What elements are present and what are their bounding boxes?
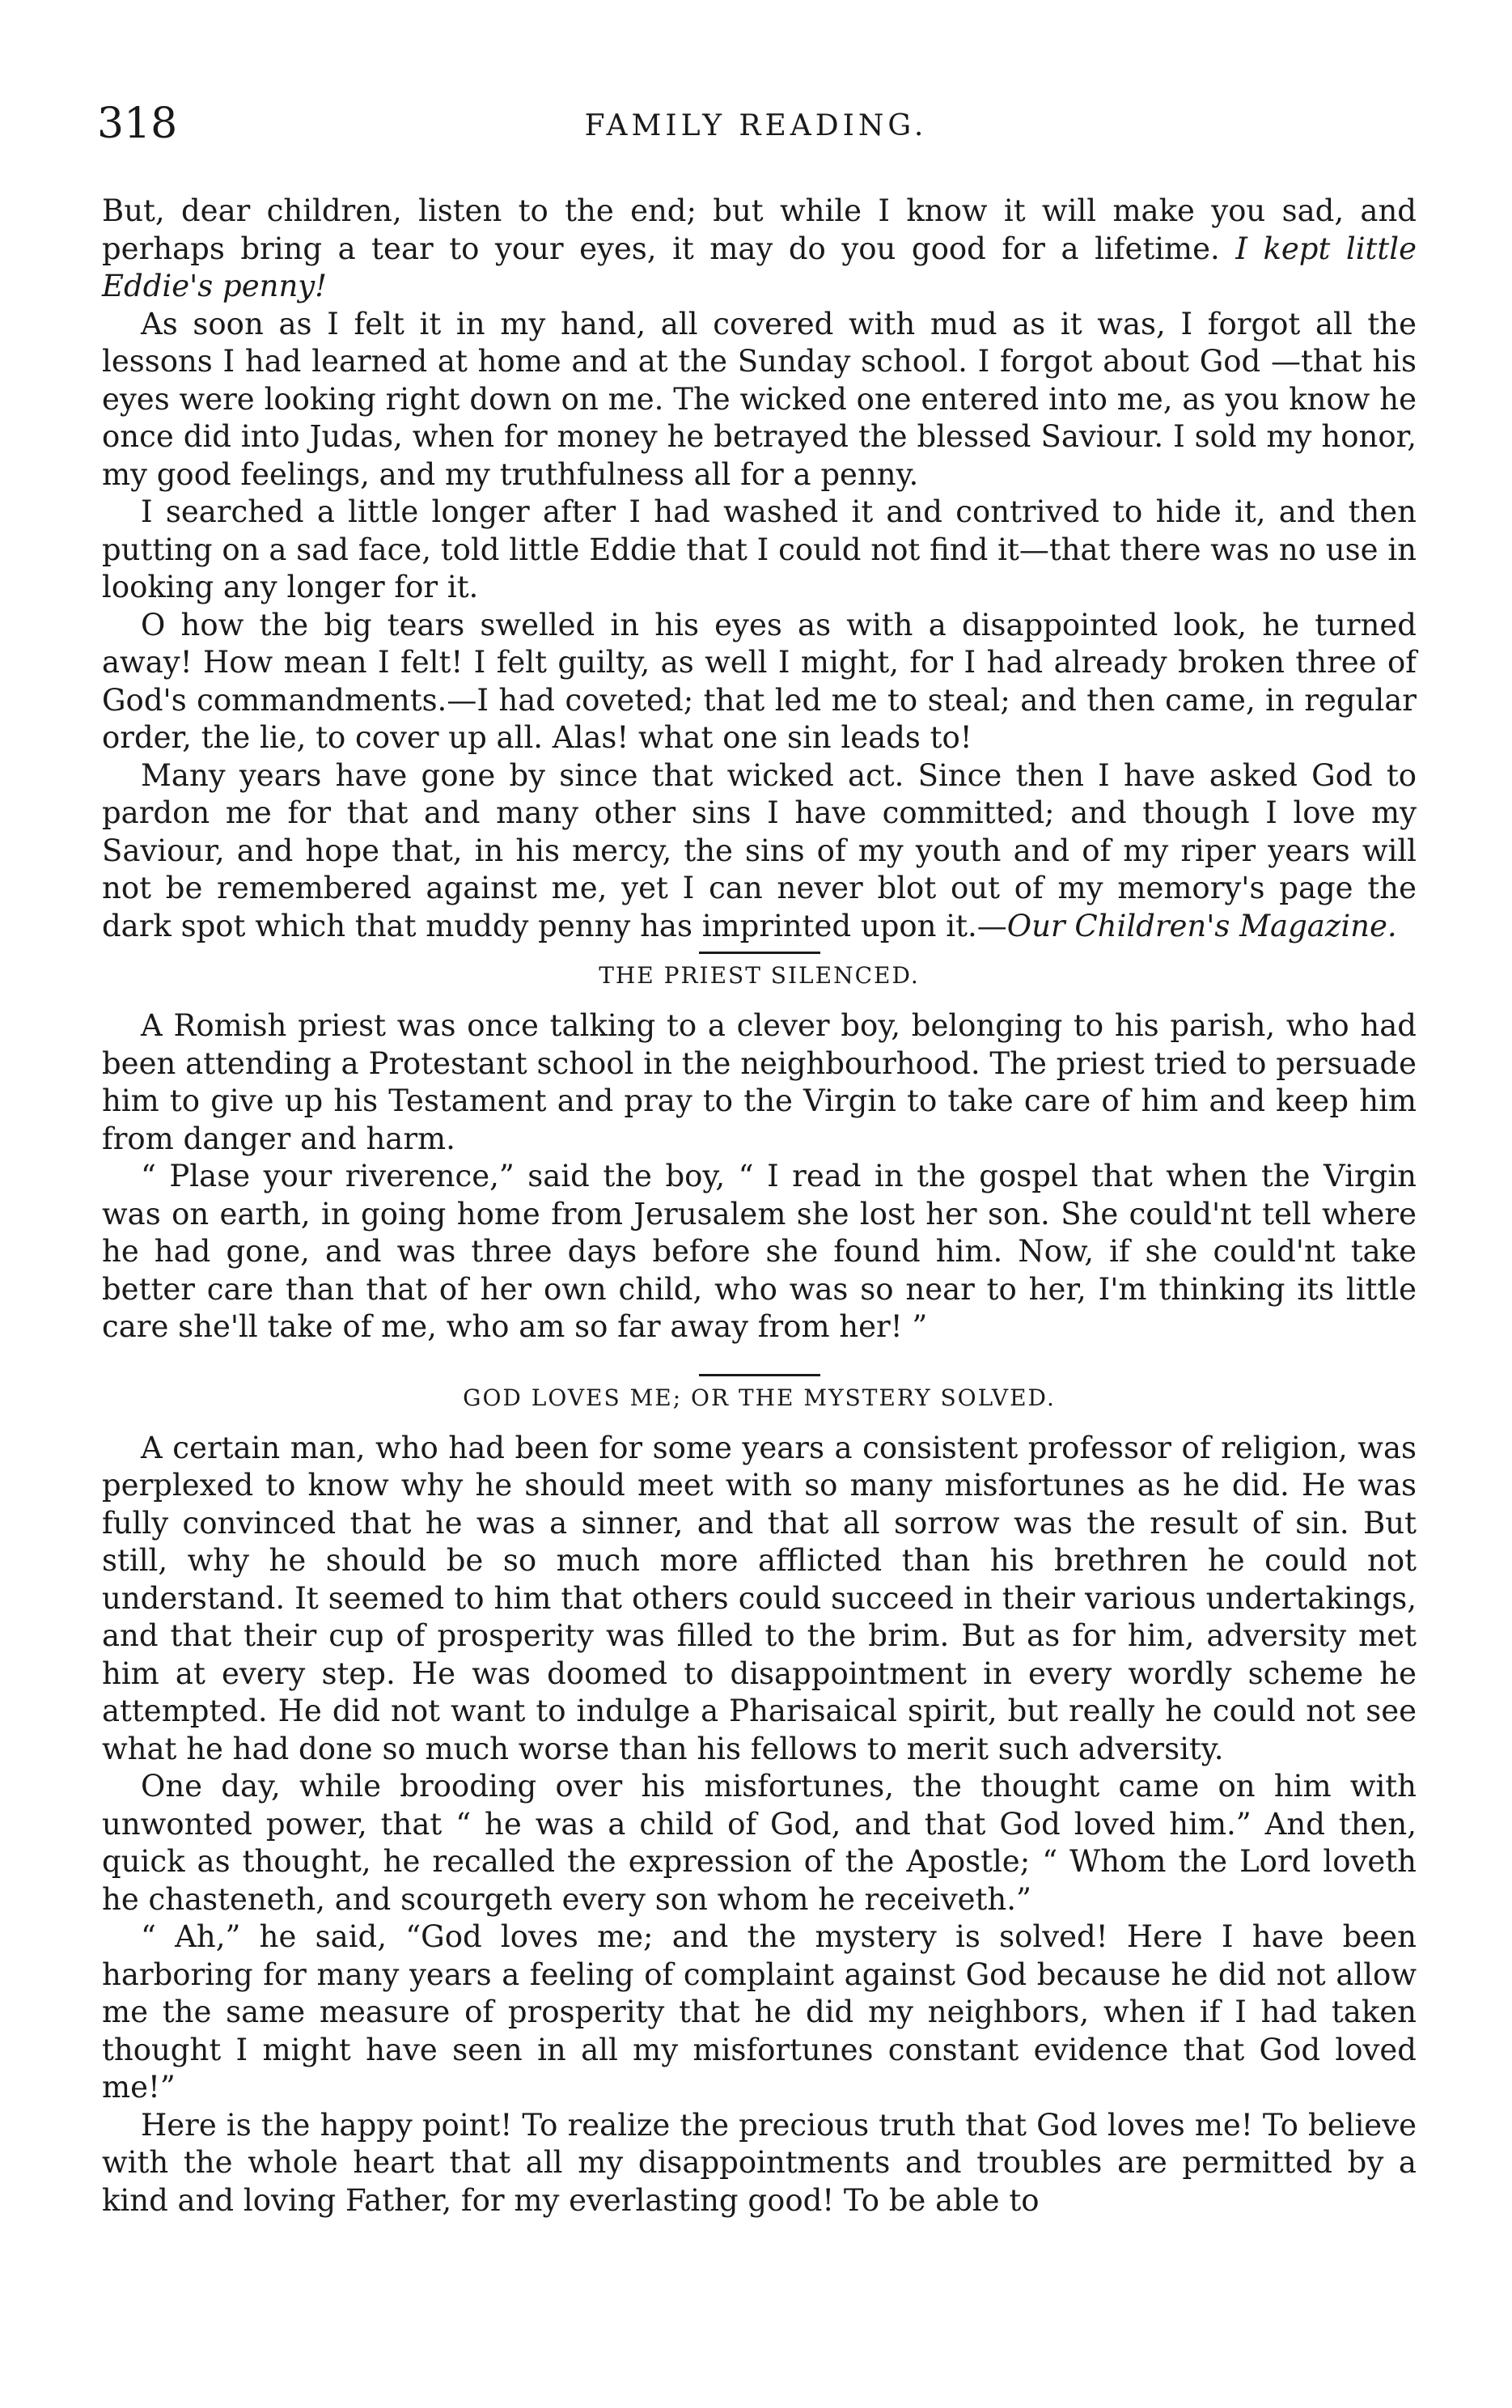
- story-one-paragraph: O how the big tears swelled in his eyes as with a disappointed look, he turned away! How mean I felt! I felt guilty, as well I might, for I had already broken three of God's commandments.—I had coveted; that led me to steal; and then came, in regular order, the lie, to cover up all. Alas! what one sin leads to!: [102, 607, 1417, 755]
- story-two-paragraph: “ Plase your riverence,” said the boy, “ I read in the gospel that when the Virgin was on earth, in going home from Jerusalem she lost her son. She could'nt tell where he had gone, and was three days before she found him. Now, if she could'nt take better care than that of her own child, who was so near to her, I'm thinking its little care she'll take of me, who am so far away from her! ”: [102, 1159, 1417, 1344]
- running-title: FAMILY READING.: [584, 109, 928, 142]
- section-divider: [699, 1374, 820, 1376]
- italic-phrase: I kept little Eddie's penny!: [102, 231, 1417, 303]
- section-divider: [699, 952, 820, 954]
- section-heading: GOD LOVES ME; OR THE MYSTERY SOLVED.: [463, 1384, 1056, 1411]
- story-three-paragraph: “ Ah,” he said, “God loves me; and the mystery is solved! Here I have been harboring for many years a feeling of complaint against God because he did not allow me the same measure of prosperity that he did my neighbors, when if I had taken thought I might have seen in all my misfortunes constant evidence that God loved me!”: [102, 1919, 1417, 2105]
- story-three-paragraph: Here is the happy point! To realize the precious truth that God loves me! To believe with the whole heart that all my disappointments and troubles are permitted by a kind and loving Father, for my everlasting good! To be able to: [102, 2107, 1417, 2218]
- section-heading: THE PRIEST SILENCED.: [599, 962, 920, 989]
- story-one-paragraph: As soon as I felt it in my hand, all covered with mud as it was, I forgot all the lessons I had learned at home and at the Sunday school. I forgot about God —that his eyes were looking right down on me. The wicked one entered into me, as you know he once did into Judas, when for money he betrayed the blessed Saviour. I sold my honor, my good feelings, and my truthfulness all for a penny.: [102, 306, 1417, 492]
- spacer: [102, 1346, 1417, 1367]
- paragraph-text: Many years have gone by since that wicked act. Since then I have asked God to pardon me for that and many other sins I have committed; and though I love my Saviour, and hope that, in his mercy, the sins of my youth and of my riper years will not be remembered against me, yet I can never blot out of my memory's page the dark spot which that muddy penny has imprinted upon it.—: [102, 757, 1417, 943]
- source-attribution: Our Children's Magazine.: [1006, 908, 1397, 943]
- story-three-paragraph: One day, while brooding over his misfortunes, the thought came on him with unwonted power, that “ he was a child of God, and that God loved him.” And then, quick as thought, he recalled the expression of the Apostle; “ Whom the Lord loveth he chasteneth, and scourgeth every son whom he receiveth.”: [102, 1769, 1417, 1917]
- paragraph-text: But, dear children, listen to the end; but while I know it will make you sad, and perhaps bring a tear to your eyes, it may do you good for a lifetime.: [102, 193, 1417, 266]
- running-head: [97, 95, 1415, 152]
- story-one-paragraph: [102, 757, 1417, 946]
- story-one-paragraph: I searched a little longer after I had washed it and contrived to hide it, and then putting on a sad face, told little Eddie that I could not find it—that there was no use in looking any longer for it.: [102, 494, 1417, 604]
- page-number: 318: [97, 100, 178, 148]
- story-one-paragraph: [102, 193, 1417, 306]
- text-column: [102, 193, 1417, 2219]
- story-three-paragraph: A certain man, who had been for some years a consistent professor of religion, was perplexed to know why he should meet with so many misfortunes as he did. He was fully convinced that he was a sinner, and that all sorrow was the result of sin. But still, why he should be so much more afflicted than his brethren he could not understand. It seemed to him that others could succeed in their various undertakings, and that their cup of prosperity was filled to the brim. But as for him, adversity met him at every step. He was doomed to disappointment in every wordly scheme he attempted. He did not want to indulge a Pharisaical spirit, but really he could not see what he had done so much worse than his fellows to merit such adversity.: [102, 1430, 1417, 1766]
- story-two-paragraph: A Romish priest was once talking to a clever boy, belonging to his parish, who had been attending a Protestant school in the neighbourhood. The priest tried to persuade him to give up his Testament and pray to the Virgin to take care of him and keep him from danger and harm.: [102, 1008, 1417, 1156]
